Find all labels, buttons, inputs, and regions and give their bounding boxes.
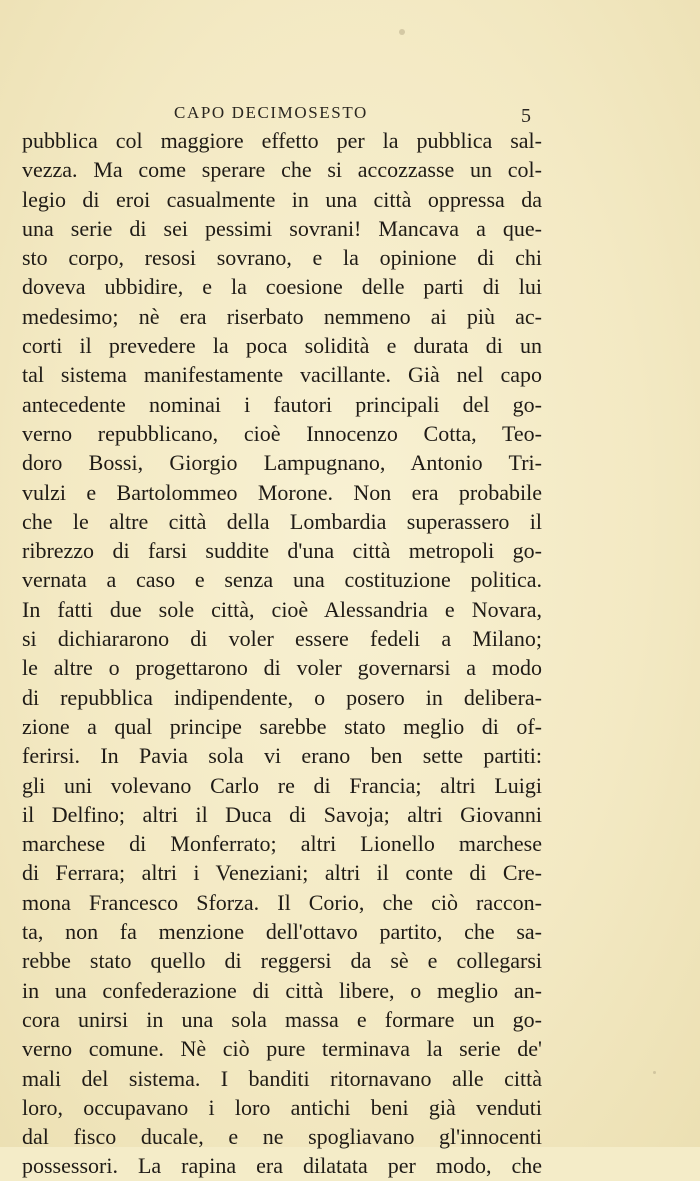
text-line: verno comune. Nè ciò pure terminava la serie de' <box>22 1036 542 1062</box>
running-head: CAPO DECIMOSESTO <box>174 103 368 122</box>
text-line: una serie di sei pessimi sovrani! Mancava a que- <box>22 215 542 241</box>
text-line: di repubblica indipendente, o posero in delibera- <box>22 684 542 710</box>
text-line: gli uni volevano Carlo re di Francia; altri Luigi <box>22 772 542 798</box>
text-line: zione a qual principe sarebbe stato meglio di of- <box>22 713 542 739</box>
text-line: possessori. La rapina era dilatata per modo, che <box>22 1153 542 1179</box>
text-line: antecedente nominai i fautori principali del go- <box>22 391 542 417</box>
text-line: pubblica col maggiore effetto per la pubblica sal- <box>22 128 542 153</box>
page-header <box>24 103 544 127</box>
text-line: dal fisco ducale, e ne spogliavano gl'innocenti <box>22 1124 542 1150</box>
text-line: rebbe stato quello di reggersi da sè e collegarsi <box>22 948 542 974</box>
text-line: tal sistema manifestamente vacillante. Già nel capo <box>22 362 542 388</box>
text-line: legio di eroi casualmente in una città oppressa da <box>22 186 542 212</box>
text-line: le altre o progettarono di voler governarsi a modo <box>22 655 542 681</box>
text-line: vernata a caso e senza una costituzione politica. <box>22 567 542 593</box>
text-line: doro Bossi, Giorgio Lampugnano, Antonio Tri- <box>22 450 542 476</box>
body-text <box>22 126 542 1181</box>
text-line: ta, non fa menzione dell'ottavo partito, che sa- <box>22 919 542 945</box>
text-line: corti il prevedere la poca solidità e durata di un <box>22 333 542 359</box>
text-line: mali del sistema. I banditi ritornavano alle città <box>22 1065 542 1091</box>
text-line: medesimo; nè era riserbato nemmeno ai più ac- <box>22 303 542 329</box>
text-line: cora unirsi in una sola massa e formare un go- <box>22 1006 542 1032</box>
text-line: loro, occupavano i loro antichi beni già venduti <box>22 1094 542 1120</box>
page-number: 5 <box>521 105 531 127</box>
text-line: In fatti due sole città, cioè Alessandria e Novara, <box>22 596 542 622</box>
paper-speck <box>399 29 405 35</box>
text-line: ferirsi. In Pavia sola vi erano ben sette partiti: <box>22 743 542 769</box>
text-line: il Delfino; altri il Duca di Savoja; altri Giovanni <box>22 801 542 827</box>
text-line: si dichiararono di voler essere fedeli a Milano; <box>22 626 542 652</box>
text-line: vezza. Ma come sperare che si accozzasse un col- <box>22 157 542 183</box>
text-line: verno repubblicano, cioè Innocenzo Cotta, Teo- <box>22 420 542 446</box>
text-line: marchese di Monferrato; altri Lionello marchese <box>22 831 542 857</box>
text-line: di Ferrara; altri i Veneziani; altri il conte di Cre- <box>22 860 542 886</box>
text-line: sto corpo, resosi sovrano, e la opinione di chi <box>22 245 542 271</box>
text-line: mona Francesco Sforza. Il Corio, che ciò raccon- <box>22 889 542 915</box>
text-line: in una confederazione di città libere, o meglio an- <box>22 977 542 1003</box>
text-line: che le altre città della Lombardia superassero il <box>22 508 542 534</box>
paper-speck <box>653 1071 656 1074</box>
text-line: doveva ubbidire, e la coesione delle parti di lui <box>22 274 542 300</box>
text-line: ribrezzo di farsi suddite d'una città metropoli go- <box>22 538 542 564</box>
text-line: vulzi e Bartolommeo Morone. Non era probabile <box>22 479 542 505</box>
